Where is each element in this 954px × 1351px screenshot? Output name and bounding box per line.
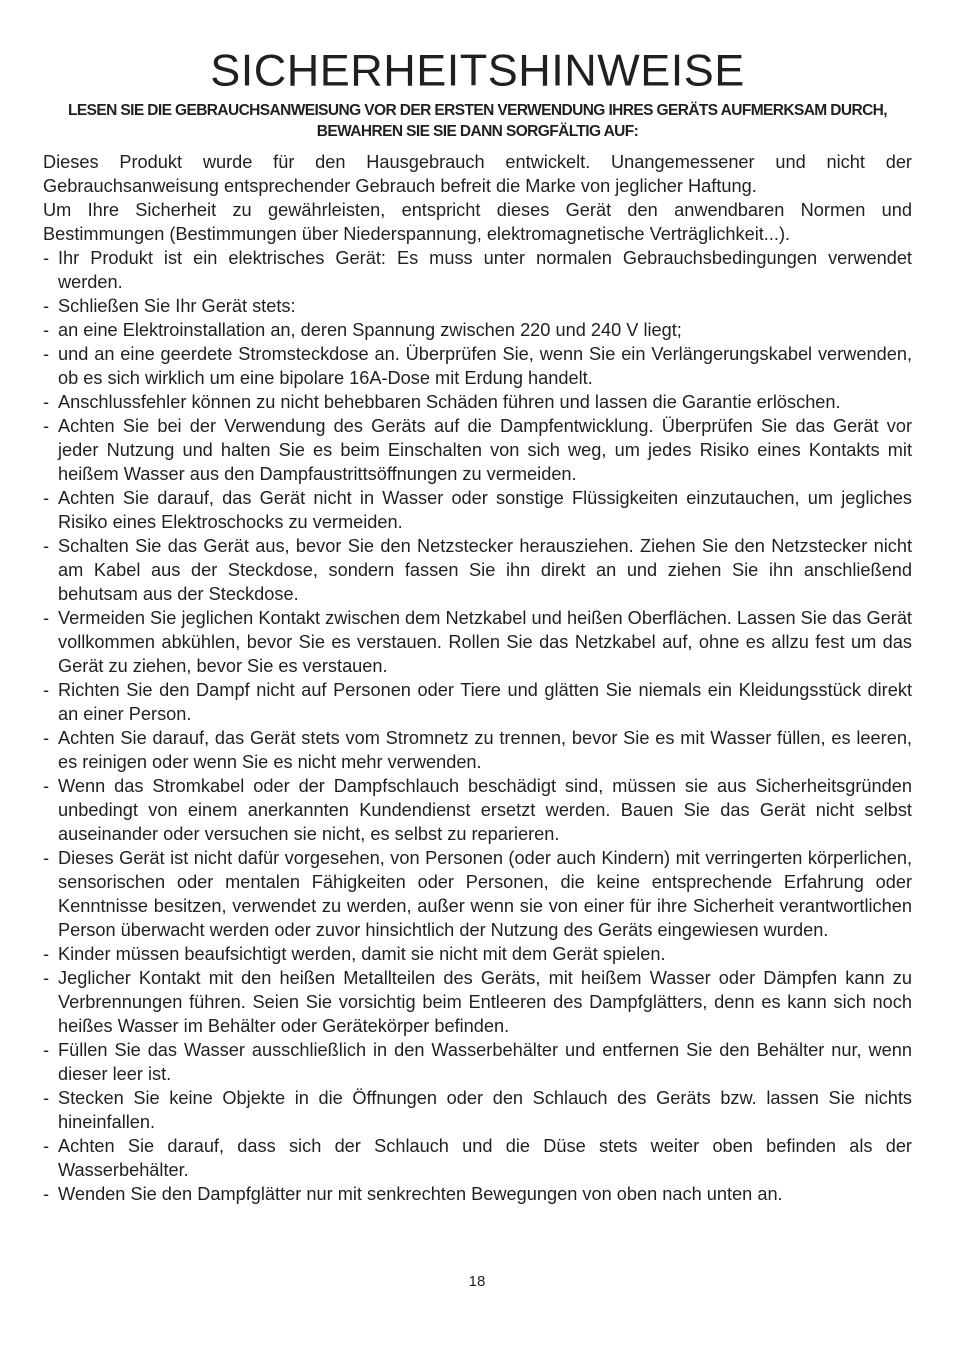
bullet-dash: - bbox=[43, 344, 50, 364]
bullet-dash: - bbox=[43, 488, 50, 508]
list-item-text: Achten Sie darauf, das Gerät nicht in Wasser oder sonstige Flüssigkeiten einzutauchen, um jegliches Risiko eines Elektroschocks zu vermeiden. bbox=[58, 488, 912, 532]
list-item-text: Ihr Produkt ist ein elektrisches Gerät: Es muss unter normalen Gebrauchsbedingungen verwendet werden. bbox=[58, 248, 912, 292]
list-item-text: Schließen Sie Ihr Gerät stets: bbox=[58, 296, 296, 316]
list-item-text: Stecken Sie keine Objekte in die Öffnungen oder den Schlauch des Geräts bzw. lassen Sie nichts hineinfallen. bbox=[58, 1088, 912, 1132]
list-item bbox=[43, 846, 912, 942]
page-number: 18 bbox=[468, 1273, 486, 1290]
list-item bbox=[43, 390, 912, 414]
list-item bbox=[43, 1086, 912, 1134]
list-item-text: Wenden Sie den Dampfglätter nur mit senkrechten Bewegungen von oben nach unten an. bbox=[58, 1184, 783, 1204]
list-item-text: Anschlussfehler können zu nicht behebbaren Schäden führen und lassen die Garantie erlöschen. bbox=[58, 392, 841, 412]
bullet-dash: - bbox=[43, 1184, 50, 1204]
list-item bbox=[43, 1134, 912, 1182]
bullet-dash: - bbox=[43, 536, 50, 556]
list-item bbox=[43, 942, 912, 966]
list-item bbox=[43, 606, 912, 678]
list-item-text: Jeglicher Kontakt mit den heißen Metallteilen des Geräts, mit heißem Wasser oder Dämpfen kann zu Verbrennungen führen. Seien Sie vorsichtig beim Entleeren des Dampfglätters, denn es kann sich noch heißes Wasser im Behälter oder Gerätekörper befinden. bbox=[58, 968, 912, 1036]
subtitle-line-2: BEWAHREN SIE SIE DANN SORGFÄLTIG AUF: bbox=[316, 123, 639, 140]
bullet-dash: - bbox=[43, 392, 50, 412]
list-item-text: Vermeiden Sie jeglichen Kontakt zwischen dem Netzkabel und heißen Oberflächen. Lassen Sie das Gerät vollkommen abkühlen, bevor Sie es verstauen. Rollen Sie das Netzkabel auf, ohne es allzu fest um das Gerät zu ziehen, bevor Sie es verstauen. bbox=[58, 608, 912, 676]
list-item bbox=[43, 534, 912, 606]
bullet-dash: - bbox=[43, 320, 50, 340]
list-item bbox=[43, 678, 912, 726]
list-item-text: Achten Sie darauf, das Gerät stets vom Stromnetz zu trennen, bevor Sie es mit Wasser füllen, es leeren, es reinigen oder wenn Sie es nicht mehr verwenden. bbox=[58, 728, 912, 772]
bullet-dash: - bbox=[43, 944, 50, 964]
list-item-text: Kinder müssen beaufsichtigt werden, damit sie nicht mit dem Gerät spielen. bbox=[58, 944, 666, 964]
list-item-text: und an eine geerdete Stromsteckdose an. Überprüfen Sie, wenn Sie ein Verlängerungskabel verwenden, ob es sich wirklich um eine bipolare 16A-Dose mit Erdung handelt. bbox=[58, 344, 912, 388]
page-subtitle bbox=[43, 100, 912, 142]
bullet-dash: - bbox=[43, 416, 50, 436]
list-item bbox=[43, 342, 912, 390]
bullet-dash: - bbox=[43, 248, 50, 268]
list-item-text: Schalten Sie das Gerät aus, bevor Sie den Netzstecker herausziehen. Ziehen Sie den Netzstecker nicht am Kabel aus der Steckdose, sondern fassen Sie ihn direkt an und ziehen Sie ihn anschließend behutsam aus der Steckdose. bbox=[58, 536, 912, 604]
list-item-text: Wenn das Stromkabel oder der Dampfschlauch beschädigt sind, müssen sie aus Sicherheitsgründen unbedingt von einem anerkannten Kundendienst ersetzt werden. Bauen Sie das Gerät nicht selbst auseinander oder versuchen sie nicht, es selbst zu reparieren. bbox=[58, 776, 912, 844]
list-item bbox=[43, 1038, 912, 1086]
list-item bbox=[43, 774, 912, 846]
list-item bbox=[43, 294, 912, 318]
list-item bbox=[43, 1182, 912, 1206]
bullet-dash: - bbox=[43, 728, 50, 748]
list-item-text: Dieses Gerät ist nicht dafür vorgesehen, von Personen (oder auch Kindern) mit verringerten körperlichen, sensorischen oder mentalen Fähigkeiten oder Personen, die keine entsprechende Erfahrung oder Kenntnisse besitzen, verwendet zu werden, außer wenn sie von einer für ihre Sicherheit verantwortlichen Person überwacht werden oder zuvor hinsichtlich der Nutzung des Geräts eingewiesen wurden. bbox=[58, 848, 912, 940]
bullet-dash: - bbox=[43, 680, 50, 700]
page-title: SICHERHEITSHINWEISE bbox=[210, 45, 745, 96]
bullet-dash: - bbox=[43, 776, 50, 796]
bullet-dash: - bbox=[43, 1088, 50, 1108]
list-item-text: Achten Sie bei der Verwendung des Geräts auf die Dampfentwicklung. Überprüfen Sie das Gerät vor jeder Nutzung und halten Sie es beim Einschalten von sich weg, um jedes Risiko eines Kontakts mit heißem Wasser aus den Dampfaustrittsöffnungen zu vermeiden. bbox=[58, 416, 912, 484]
document-page bbox=[43, 44, 912, 1206]
list-item-text: Füllen Sie das Wasser ausschließlich in den Wasserbehälter und entfernen Sie den Behälter nur, wenn dieser leer ist. bbox=[58, 1040, 912, 1084]
list-item bbox=[43, 318, 912, 342]
intro-paragraph: Dieses Produkt wurde für den Hausgebrauch entwickelt. Unangemessener und nicht der Gebrauchsanweisung entsprechender Gebrauch befreit die Marke von jeglicher Haftung. bbox=[43, 152, 912, 196]
safety-hints-list bbox=[43, 246, 912, 1206]
bullet-dash: - bbox=[43, 848, 50, 868]
bullet-dash: - bbox=[43, 1040, 50, 1060]
list-item-text: an eine Elektroinstallation an, deren Spannung zwischen 220 und 240 V liegt; bbox=[58, 320, 682, 340]
list-item-text: Richten Sie den Dampf nicht auf Personen oder Tiere und glätten Sie niemals ein Kleidungsstück direkt an einer Person. bbox=[58, 680, 912, 724]
bullet-dash: - bbox=[43, 608, 50, 628]
bullet-dash: - bbox=[43, 296, 50, 316]
bullet-dash: - bbox=[43, 1136, 50, 1156]
list-item bbox=[43, 246, 912, 294]
list-item bbox=[43, 726, 912, 774]
intro-paragraph: Um Ihre Sicherheit zu gewährleisten, entspricht dieses Gerät den anwendbaren Normen und Bestimmungen (Bestimmungen über Niederspannung, elektromagnetische Verträglichkeit...). bbox=[43, 200, 912, 244]
subtitle-line-1: LESEN SIE DIE GEBRAUCHSANWEISUNG VOR DER ERSTEN VERWENDUNG IHRES GERÄTS AUFMERKSAM DURCH, bbox=[68, 102, 887, 119]
list-item bbox=[43, 414, 912, 486]
list-item-text: Achten Sie darauf, dass sich der Schlauch und die Düse stets weiter oben befinden als der Wasserbehälter. bbox=[58, 1136, 912, 1180]
bullet-dash: - bbox=[43, 968, 50, 988]
list-item bbox=[43, 486, 912, 534]
list-item bbox=[43, 966, 912, 1038]
